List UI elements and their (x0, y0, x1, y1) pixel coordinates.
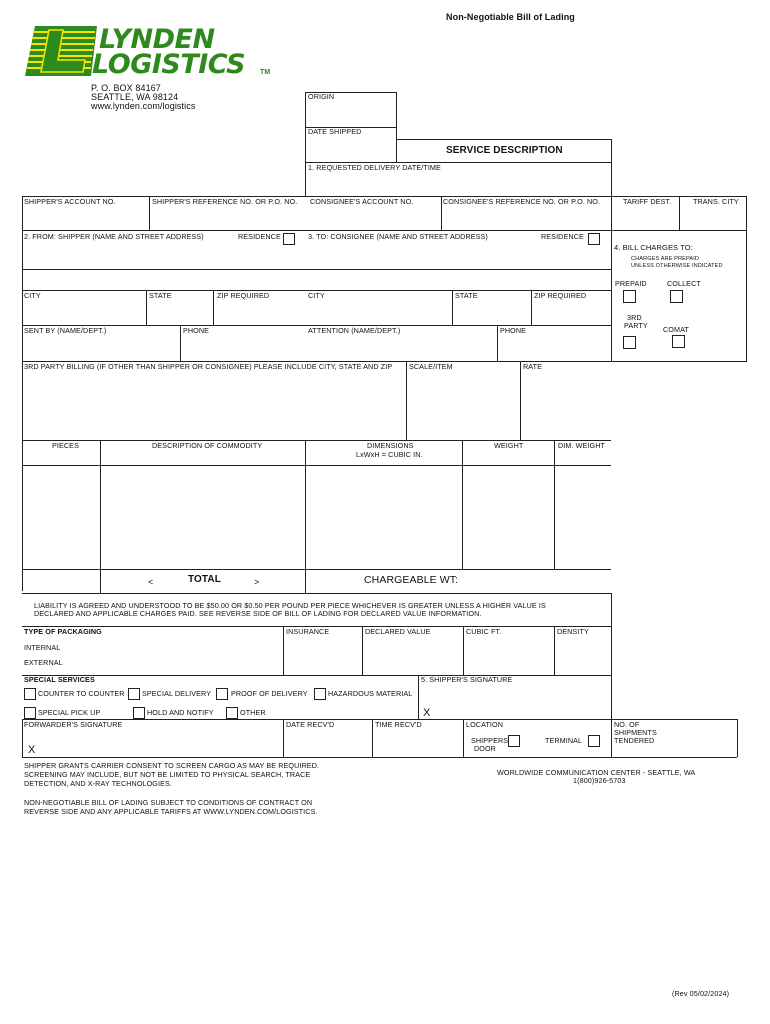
total-lt: < (148, 577, 154, 587)
chargeable-wt-label: CHARGEABLE WT: (364, 574, 459, 586)
description-header: DESCRIPTION OF COMMODITY (152, 441, 263, 450)
dimensions-header: DIMENSIONS (367, 441, 414, 450)
hold-and-notify-label: HOLD AND NOTIFY (147, 708, 214, 717)
consignee-zip-label: ZIP REQUIRED (534, 291, 587, 300)
shipper-phone-label: PHONE (183, 326, 210, 335)
special-delivery-label: SPECIAL DELIVERY (142, 689, 212, 698)
third-party-label-2: PARTY (624, 321, 648, 330)
third-party-billing-label: 3RD PARTY BILLING (IF OTHER THAN SHIPPER OR CONSIGNEE) PLEASE INCLUDE CITY, STATE AND ZIP (24, 362, 393, 371)
forwarder-signature-field[interactable] (40, 730, 282, 756)
time-recvd-label: TIME RECV'D (375, 720, 422, 729)
liability-line-1: LIABILITY IS AGREED AND UNDERSTOOD TO BE $50.00 OR $0.50 PER POUND PER PIECE WHICHEVER IS GREATER UNLESS A HIGHER VALUE IS (34, 601, 546, 610)
contract-line-2: REVERSE SIDE AND ANY APPLICABLE TARIFFS AT WWW.LYNDEN.COM/LOGISTICS. (24, 807, 318, 816)
shipper-residence-label: RESIDENCE (238, 232, 281, 241)
type-of-packaging-label: TYPE OF PACKAGING (24, 627, 102, 636)
liability-line-2: DECLARED AND APPLICABLE CHARGES PAID. SEE REVERSE SIDE OF BILL OF LADING FOR DECLARED VALUE INFORMATION. (34, 609, 482, 618)
collect-label: COLLECT (667, 279, 701, 288)
address-line-1: P. O. BOX 84167 (91, 83, 161, 93)
hazardous-material-checkbox[interactable] (314, 688, 326, 700)
third-party-checkbox[interactable] (623, 336, 636, 349)
logo-word-logistics: LOGISTICS (92, 49, 246, 80)
origin-label: ORIGIN (308, 92, 335, 101)
location-label: LOCATION (466, 720, 504, 729)
terminal-checkbox[interactable] (588, 735, 600, 747)
special-services-label: SPECIAL SERVICES (24, 675, 95, 684)
shipper-state-label: STATE (149, 291, 172, 300)
pieces-header: PIECES (52, 441, 79, 450)
logo-word-lynden: LYNDEN (99, 24, 215, 55)
dim-weight-header: DIM. WEIGHT (558, 441, 606, 450)
prepaid-checkbox[interactable] (623, 290, 636, 303)
requested-delivery-field[interactable] (306, 172, 610, 195)
shipper-reference-label: SHIPPER'S REFERENCE NO. OR P.O. NO. (152, 197, 298, 206)
shipments-label-2: SHIPMENTS (614, 728, 657, 737)
internal-label: INTERNAL (24, 643, 61, 652)
document-title: Non-Negotiable Bill of Lading (446, 12, 575, 22)
requested-delivery-label: 1. REQUESTED DELIVERY DATE/TIME (308, 163, 441, 172)
consignee-residence-checkbox[interactable] (588, 233, 600, 245)
terminal-label: TERMINAL (545, 736, 583, 745)
weight-header: WEIGHT (494, 441, 524, 450)
declared-value-label: DECLARED VALUE (365, 627, 431, 636)
comat-checkbox[interactable] (672, 335, 685, 348)
charges-note-1: CHARGES ARE PREPAID (631, 256, 700, 262)
special-delivery-checkbox[interactable] (128, 688, 140, 700)
consent-line-3: DETECTION, AND X-RAY TECHNOLOGIES. (24, 779, 172, 788)
proof-of-delivery-label: PROOF OF DELIVERY (231, 689, 308, 698)
service-description-heading: SERVICE DESCRIPTION (446, 145, 563, 156)
origin-field[interactable] (306, 100, 395, 126)
third-party-label-1: 3RD (627, 313, 642, 322)
consignee-city-label: CITY (308, 291, 325, 300)
special-pick-up-label: SPECIAL PICK UP (38, 708, 101, 717)
consent-line-2: SCREENING MAY INCLUDE, BUT NOT BE LIMITED TO PHYSICAL SEARCH, TRACE (24, 770, 311, 779)
consignee-state-label: STATE (455, 291, 478, 300)
shipper-account-label: SHIPPER'S ACCOUNT NO. (24, 197, 116, 206)
forwarder-signature-x: X (28, 744, 36, 756)
shipper-signature-x: X (423, 707, 431, 719)
shippers-door-label-2: DOOR (474, 744, 496, 753)
shipper-city-label: CITY (24, 291, 41, 300)
prepaid-label: PREPAID (615, 279, 647, 288)
date-shipped-label: DATE SHIPPED (308, 127, 362, 136)
proof-of-delivery-checkbox[interactable] (216, 688, 228, 700)
charges-note-2: UNLESS OTHERWISE INDICATED (631, 263, 723, 269)
rate-label: RATE (523, 362, 543, 371)
lynden-logo-mark (25, 26, 97, 76)
shippers-door-checkbox[interactable] (508, 735, 520, 747)
consignee-account-label: CONSIGNEE'S ACCOUNT NO. (310, 197, 414, 206)
consignee-phone-label: PHONE (500, 326, 527, 335)
counter-to-counter-checkbox[interactable] (24, 688, 36, 700)
shippers-door-label-1: SHIPPERS (471, 736, 509, 745)
collect-checkbox[interactable] (670, 290, 683, 303)
date-recvd-label: DATE RECV'D (286, 720, 335, 729)
shipper-signature-label: 5. SHIPPER'S SIGNATURE (421, 675, 513, 684)
hazardous-material-label: HAZARDOUS MATERIAL (328, 689, 413, 698)
comm-center-line-1: WORLDWIDE COMMUNICATION CENTER - SEATTLE, WA (497, 768, 696, 777)
date-shipped-field[interactable] (306, 136, 395, 162)
shipper-zip-label: ZIP REQUIRED (217, 291, 270, 300)
shipper-address-field[interactable] (23, 246, 305, 289)
other-label: OTHER (240, 708, 266, 717)
comm-center-phone: 1(800)926-5703 (573, 776, 626, 785)
address-line-2: SEATTLE, WA 98124 (91, 92, 179, 102)
consignee-address-field[interactable] (306, 246, 610, 289)
shipper-residence-checkbox[interactable] (283, 233, 295, 245)
consignee-residence-label: RESIDENCE (541, 232, 584, 241)
bill-charges-label: 4. BILL CHARGES TO: (614, 243, 693, 252)
revision-label: (Rev 05/02/2024) (672, 989, 730, 998)
logo-trademark: TM (260, 69, 271, 76)
comat-label: COMAT (663, 325, 689, 334)
shipper-sent-by-label: SENT BY (NAME/DEPT.) (24, 326, 107, 335)
consignee-attention-label: ATTENTION (NAME/DEPT.) (308, 326, 401, 335)
shipper-signature-field[interactable] (432, 686, 610, 718)
from-shipper-label: 2. FROM: SHIPPER (NAME AND STREET ADDRESS) (24, 232, 204, 241)
contract-line-1: NON-NEGOTIABLE BILL OF LADING SUBJECT TO CONDITIONS OF CONTRACT ON (24, 798, 313, 807)
cubic-ft-label: CUBIC FT. (466, 627, 502, 636)
shipments-label-3: TENDERED (614, 736, 655, 745)
forwarder-signature-label: FORWARDER'S SIGNATURE (24, 720, 123, 729)
total-gt: > (254, 577, 260, 587)
other-checkbox[interactable] (226, 707, 238, 719)
density-label: DENSITY (557, 627, 589, 636)
shipments-label-1: NO. OF (614, 720, 640, 729)
hold-and-notify-checkbox[interactable] (133, 707, 145, 719)
counter-to-counter-label: COUNTER TO COUNTER (38, 689, 125, 698)
trans-city-label: TRANS. CITY (693, 197, 739, 206)
dimensions-subheader: LxWxH = CUBIC IN. (356, 450, 423, 459)
tariff-dest-label: TARIFF DEST. (623, 197, 672, 206)
external-label: EXTERNAL (24, 658, 63, 667)
insurance-label: INSURANCE (286, 627, 330, 636)
total-label: TOTAL (188, 574, 221, 585)
to-consignee-label: 3. TO: CONSIGNEE (NAME AND STREET ADDRESS) (308, 232, 488, 241)
special-pick-up-checkbox[interactable] (24, 707, 36, 719)
scale-item-label: SCALE/ITEM (409, 362, 453, 371)
consignee-reference-label: CONSIGNEE'S REFERENCE NO. OR P.O. NO. (443, 197, 601, 206)
website: www.lynden.com/logistics (91, 101, 196, 111)
consent-line-1: SHIPPER GRANTS CARRIER CONSENT TO SCREEN CARGO AS MAY BE REQUIRED. (24, 761, 320, 770)
